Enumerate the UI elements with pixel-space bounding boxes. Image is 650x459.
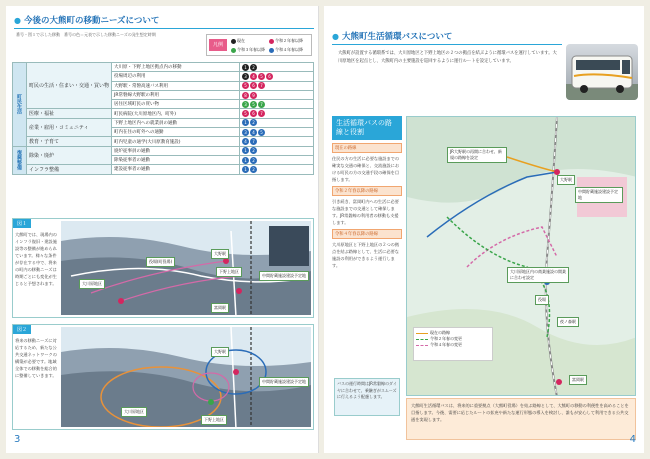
marker-cell: [240, 72, 314, 81]
map-legend-r4: 令和４年春の変更: [416, 342, 490, 348]
category-cell: 復興整備: [13, 146, 27, 174]
fig1-label-okawara: 大川原地区: [79, 279, 105, 289]
route-number-marker: 5: [242, 82, 249, 89]
bus-photo: [566, 44, 638, 100]
left-title-rule: [14, 28, 314, 29]
fig1-label-ono-station: 大野駅: [211, 249, 229, 259]
marker-cell: [240, 81, 314, 90]
route-number-marker: 6: [266, 73, 273, 80]
marker-cell: [240, 165, 314, 174]
figure-2-label: 図２: [13, 325, 31, 334]
subcategory-cell: 医療・福祉: [27, 109, 112, 118]
legend-dot: [269, 48, 274, 53]
map-callout-commercial: 大川原地区内の商業施設の開業に合わせ設定: [507, 267, 569, 283]
route-number-marker: 7: [258, 82, 265, 89]
left-note: 番号・図１で示した移動 番号の色＝元表で示した移動ニーズの発生想定時期: [16, 32, 156, 37]
figure-2-map: [61, 327, 311, 427]
route-number-marker: 3: [242, 73, 249, 80]
right-page: [324, 6, 644, 453]
map-label-storage: 中間貯蔵施設建設予定地: [575, 187, 623, 203]
bus-icon: [566, 44, 638, 100]
route-number-marker: 6: [250, 110, 257, 117]
fig1-label-shimonogami: 下野上地区: [216, 267, 242, 277]
figure-2-text: 将来の移動ニーズに対応するため、新たな公共交通ネットワークの構築が必要です。地域全体での移動を総合的に整備していきます。: [15, 338, 57, 378]
legend-header: 凡例: [209, 39, 227, 51]
legend-item-r2: 令和２年春以降: [269, 38, 303, 44]
fig2-label-ono-station: 大野駅: [211, 347, 229, 357]
route-number-marker: 2: [250, 157, 257, 164]
legend-item-r4: 令和４年春以降: [269, 47, 303, 53]
route-number-marker: 7: [258, 101, 265, 108]
figure-1: [12, 218, 314, 318]
need-cell: 役場周辺の利用: [112, 72, 240, 81]
tag-r2: 令和２年春以降の路線: [332, 186, 402, 196]
marker-cell: [240, 118, 314, 127]
legend-dot: [231, 48, 236, 53]
right-intro: 大熊町が設置する循環系では、大川原地区と下野上地区の２つの拠点を結ぶように循環バスを運行しています。大川原地区を起点とし、大熊町内の主要施設を巡回するように運行ルートを設定しています。: [338, 51, 557, 64]
route-number-marker: 5: [258, 129, 265, 136]
route-number-marker: 2: [250, 64, 257, 71]
need-cell: 廃炉従事員の通勤: [112, 146, 240, 155]
need-cell: 下野上地区内への就業員の通勤: [112, 118, 240, 127]
subcategory-cell: インフラ整備: [27, 165, 112, 174]
need-cell: 町民病院(大川原地区内、町外): [112, 109, 240, 118]
route-number-marker: 6: [250, 82, 257, 89]
need-cell: 除染従事者の通勤: [112, 155, 240, 164]
fig2-label-shimonogami: 下野上地区: [201, 415, 227, 425]
map-legend: [413, 327, 493, 361]
need-cell: 大川原・下野上地区拠点内の移動: [112, 63, 240, 72]
tag-r2-text: 引き続き、富岡町内への生活に必要な施設までの交通として確保します。JR常磐線の利用者の移動も支援します。: [332, 199, 399, 225]
needs-table: [12, 62, 314, 175]
category-cell: 町民生活: [13, 63, 27, 147]
need-cell: 町内在住の町外への通勤: [112, 128, 240, 137]
legend-dot: [269, 39, 274, 44]
legend: [206, 34, 312, 56]
table-row: [13, 63, 314, 72]
route-number-marker: 5: [258, 73, 265, 80]
route-info-box: [332, 116, 402, 416]
figure-1-label: 図１: [13, 219, 31, 228]
tag-r4: 令和４年春以降の路線: [332, 229, 402, 239]
route-number-marker: 8: [242, 92, 249, 99]
route-number-marker: 3: [242, 101, 249, 108]
left-page-number: 3: [14, 434, 21, 445]
map-legend-r2: 令和２年春の変更: [416, 336, 490, 342]
marker-cell: [240, 128, 314, 137]
table-row: [13, 146, 314, 155]
map-label-yonomori: 夜ノ森駅: [557, 317, 579, 327]
route-number-marker: 4: [250, 129, 257, 136]
schedule-note: バスの運行時間はJR常磐線のダイヤに合わせて、乗継ぎがスムーズに行えるよう配慮します。: [334, 378, 400, 416]
tag-r4-text: 大川原地区と下野上地区の２つの拠点を結ぶ路線として、生活に必要な施設の利用ができるよう運行します。: [332, 242, 400, 268]
tag-current-text: 住民の方の生活に必要な施設までの確実な交通の確保と、交流施設における町民の方の交通手段の確保を目指します。: [332, 156, 400, 182]
route-number-marker: 1: [242, 166, 249, 173]
fig1-label-tomioka: 富岡駅: [211, 303, 229, 313]
map-callout-new-route: JR大野駅の再開に合わせ、新規の路線を設定: [447, 147, 507, 163]
fig1-label-yakuba: 役場(町役場): [146, 257, 175, 267]
route-number-marker: 1: [242, 119, 249, 126]
figure-1-text: 大熊町では、現場内のインフラ復旧・建設施設等の整備が進められています。様々な条件が存在する中で、将来の町内の移動ニーズは時期ごとにも変化が生じると予想されます。: [15, 232, 57, 286]
legend-dot: [231, 39, 236, 44]
route-number-marker: 1: [242, 147, 249, 154]
marker-cell: [240, 137, 314, 146]
table-row: [13, 118, 314, 127]
tag-current: 現在の路線: [332, 143, 402, 153]
route-number-marker: 4: [250, 73, 257, 80]
map-label-tomioka: 富岡駅: [569, 375, 587, 385]
route-number-marker: 7: [250, 138, 257, 145]
legend-item-r3: 令和３年春以降: [231, 47, 265, 53]
subcategory-cell: 教育・子育て: [27, 137, 112, 146]
route-map: [406, 116, 636, 396]
fig2-label-storage: 中間貯蔵施設建設予定地: [259, 377, 309, 387]
right-section-title: ● 大熊町生活循環バスについて: [332, 30, 452, 42]
route-info-header: 生活循環バスの路線と役割: [332, 116, 402, 140]
marker-cell: [240, 146, 314, 155]
right-title-rule: [332, 44, 562, 45]
need-cell: 建設従事者の通勤: [112, 165, 240, 174]
right-page-number: 4: [629, 434, 636, 445]
marker-cell: [240, 90, 314, 99]
figure-1-map: [61, 221, 311, 315]
need-cell: 大野駅・常磐高速バス利用: [112, 81, 240, 90]
route-number-marker: 1: [242, 64, 249, 71]
route-number-marker: 4: [242, 138, 249, 145]
route-number-marker: 2: [250, 147, 257, 154]
need-cell: 町内児童の通学(大川原教育施設): [112, 137, 240, 146]
figure-2: [12, 324, 314, 430]
marker-cell: [240, 100, 314, 109]
marker-cell: [240, 155, 314, 164]
figure-1-map-graphic: [61, 221, 311, 315]
subcategory-cell: 産業・雇用・コミュニティ: [27, 118, 112, 137]
fig2-label-okawara: 大川原地区: [121, 407, 147, 417]
route-number-marker: 5: [242, 110, 249, 117]
route-number-marker: 3: [242, 129, 249, 136]
map-legend-current: 現在の路線: [416, 330, 490, 336]
left-page: [6, 6, 319, 453]
table-row: [13, 165, 314, 174]
left-section-title: ● 今後の大熊町の移動ニーズについて: [14, 14, 159, 26]
map-label-yakuba: 役場: [535, 295, 549, 305]
marker-cell: [240, 109, 314, 118]
bottom-summary: 大熊町生活循環バスは、将来的に重要拠点（大熊町役場）を結ぶ路線として、大熊町の移動の利便性を高めることを目指します。今後、需要に応じたルートの拡充や新たな運行形態の導入を検討し、誰もが安心して利用できる公共交通を実現します。: [406, 398, 636, 440]
marker-cell: [240, 63, 314, 72]
route-number-marker: 7: [258, 110, 265, 117]
table-row: [13, 109, 314, 118]
route-number-marker: 2: [250, 119, 257, 126]
route-number-marker: 9: [250, 92, 257, 99]
subcategory-cell: 除染・廃炉: [27, 146, 112, 165]
legend-item-current: 現在: [231, 38, 245, 44]
need-cell: JR常磐線大野駅の利用: [112, 90, 240, 99]
route-number-marker: 2: [250, 166, 257, 173]
subcategory-cell: 町民の生活・住まい・交通・買い物: [27, 63, 112, 109]
table-row: [13, 137, 314, 146]
route-number-marker: 5: [250, 101, 257, 108]
map-label-ono-station: 大野駅: [557, 175, 575, 185]
need-cell: 居住区域町民の買い物: [112, 100, 240, 109]
route-number-marker: 1: [242, 157, 249, 164]
fig1-label-storage: 中間貯蔵施設建設予定地: [259, 271, 309, 281]
